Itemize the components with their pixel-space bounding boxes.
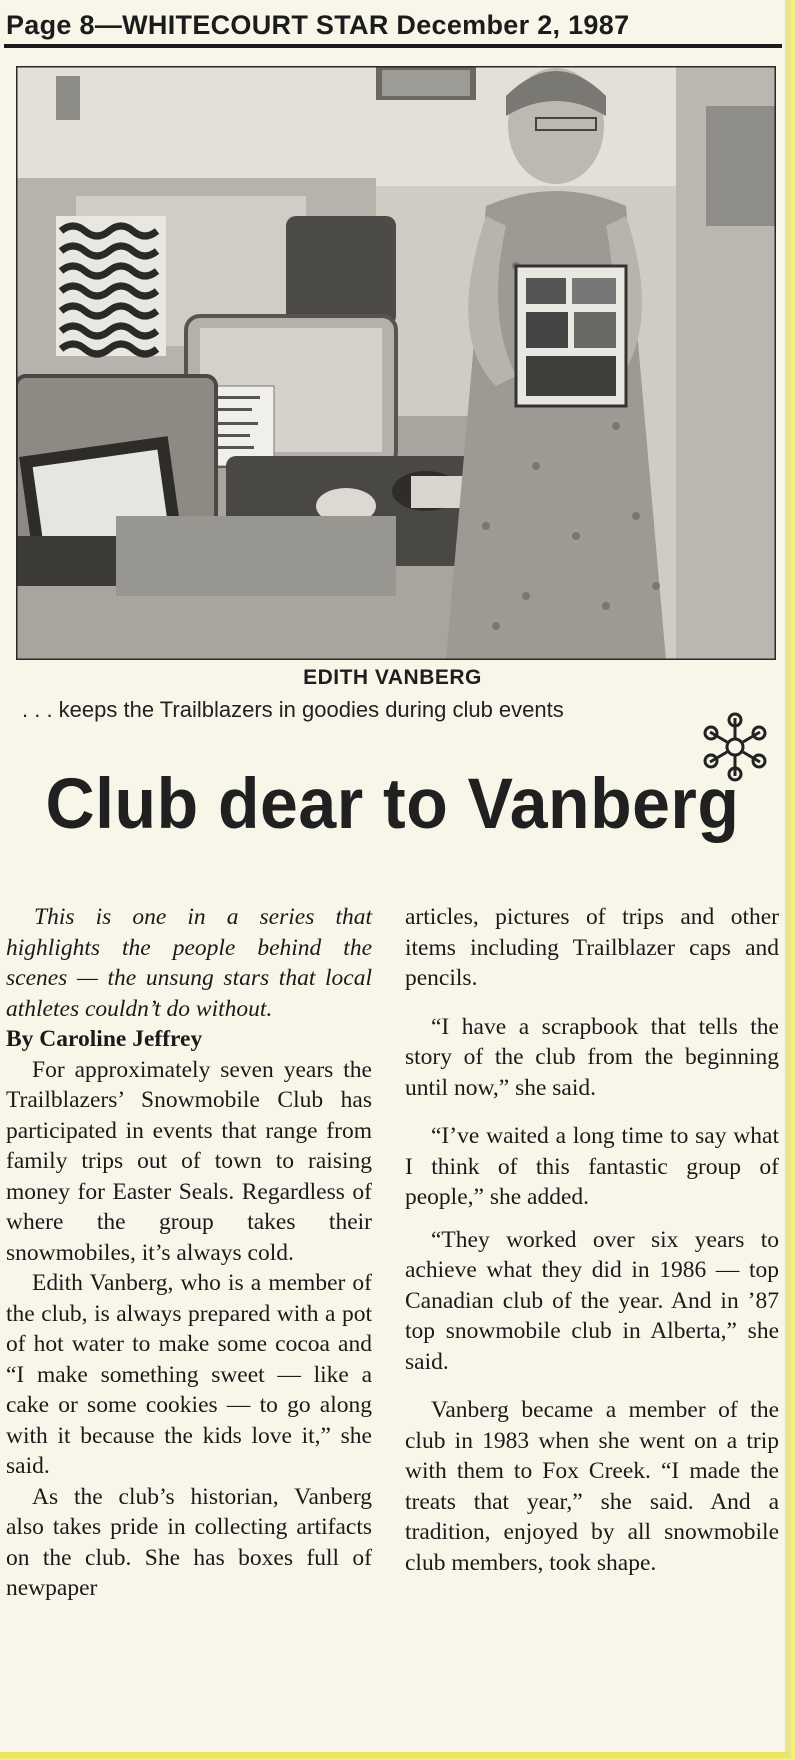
photo-edith-vanberg-with-scrapbook	[16, 66, 776, 660]
photo-caption-text: . . . keeps the Trailblazers in goodies during club events	[22, 697, 564, 722]
article-column-right	[405, 902, 779, 1578]
article-headline: Club dear to Vanberg	[45, 764, 740, 844]
article-paragraph: “I have a scrapbook that tells the story of the club from the beginning until now,” she said.	[405, 1013, 779, 1101]
article-paragraph-continued: articles, pictures of trips and other items including Trailblazer caps and pencils.	[405, 904, 779, 991]
article-column-left	[6, 902, 372, 1604]
page-folio	[4, 6, 782, 48]
article-paragraph: “They worked over six years to achieve what they did in 1986 — top Canadian club of the year. And in ’87 top snowmobile club in Alberta,” she said.	[405, 1226, 779, 1375]
article-paragraph: “I’ve waited a long time to say what I think of this fantastic group of people,” she added.	[405, 1123, 779, 1210]
article-intro: This is one in a series that highlights the people behind the scenes — the unsung stars that local athletes couldn’t do without.	[6, 904, 372, 1022]
article-paragraph: As the club’s historian, Vanberg also takes pride in collecting artifacts on the club. She has boxes full of newpaper	[6, 1483, 372, 1601]
article-paragraph: Edith Vanberg, who is a member of the club, is always prepared with a pot of hot water to make some cocoa and “I make something sweet — like a cake or some cookies — to go along with it because the kids love it,” she said.	[6, 1270, 372, 1479]
article-paragraph: Vanberg became a member of the club in 1983 when she went on a trip with them to Fox Creek. “I made the treats that year,” she said. And a tradition, enjoyed by all snowmobile club members, took shape.	[405, 1397, 779, 1576]
article-byline: By Caroline Jeffrey	[6, 1026, 203, 1052]
article-photo	[16, 66, 776, 660]
photo-caption-name: EDITH VANBERG	[303, 666, 482, 689]
article-paragraph: For approximately seven years the Trailblazers’ Snowmobile Club has participated in events that range from family trips out of town to raising money for Easter Seals. Regardless of where the group takes their snowmobiles, it’s always cold.	[6, 1056, 372, 1266]
folio-text: Page 8—WHITECOURT STAR December 2, 1987	[6, 10, 630, 40]
